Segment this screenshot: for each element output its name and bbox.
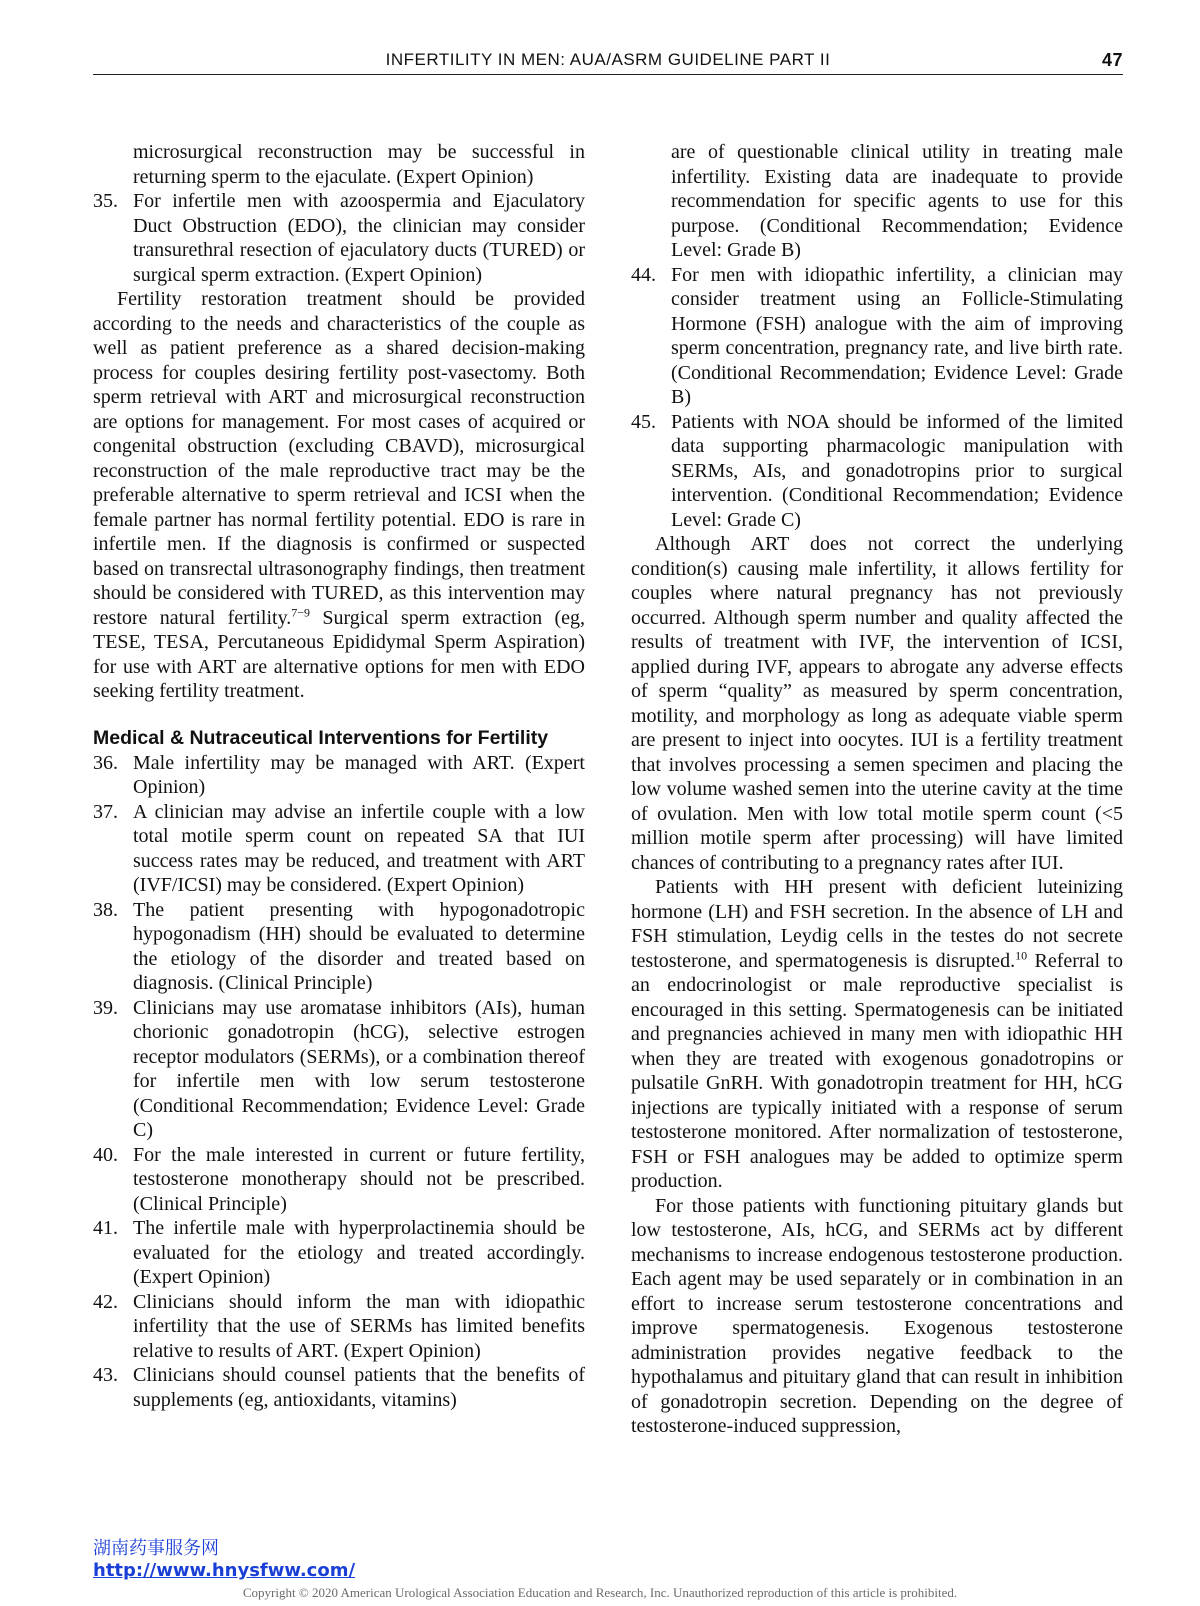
continued-recommendation: microsurgical reconstruction may be successful in returning sperm to the ejaculate. (Expert Opinion) (133, 141, 585, 188)
body-paragraph: For those patients with functioning pituitary glands but low testosterone, AIs, hCG, and SERMs act by different mechanisms to increase endogenous testosterone production. Each agent may be used separately or in combination in an effort to increase serum testosterone concentrations and improve spermatogenesis. Exogenous testosterone administration provides negative feedback to the hypothalamus and pituitary gland that can result in inhibition of gonadotropin secretion. Depending on the degree of testosterone-induced suppression, (631, 1194, 1123, 1437)
body-paragraph (631, 875, 1123, 1194)
rec-text: Clinicians should counsel patients that the benefits of supplements (eg, antioxidants, vitamins) (133, 1364, 585, 1411)
body-paragraph (93, 287, 585, 704)
rec-number: 37. (93, 800, 118, 823)
rec-text: The infertile male with hyperprolactinemia should be evaluated for the etiology and treated accordingly. (Expert Opinion) (133, 1217, 585, 1288)
left-column (93, 140, 585, 1412)
rec-number: 44. (631, 263, 656, 286)
recommendation-45 (631, 410, 1123, 533)
paragraph-text: Referral to an endocrinologist or male reproductive specialist is encouraged in this setting. Spermatogenesis can be initiated and pregnancies achieved in many men with idiopathic HH when they are treated with exogenous gonadotropins or pulsatile GnRH. With gonadotropin treatment for HH, hCG injections are typically initiated with a response of serum testosterone monitored. After normalization of testosterone, FSH or FSH analogues may be added to optimize sperm production. (631, 949, 1123, 1192)
rec-number: 40. (93, 1143, 118, 1166)
body-paragraph: Although ART does not correct the underlying condition(s) causing male infertility, it allows fertility for couples where natural pregnancy has not previously occurred. Although sperm number and quality affected the results of treatment with IVF, the intervention of ICSI, applied during IVF, appears to abrogate any adverse effects of sperm “quality” as measured by sperm concentration, motility, and morphology as long as adequate viable sperm are present to inject into oocytes. IUI is a fertility treatment that involves processing a semen specimen and placing the low volume washed semen into the uterine cavity at the time of ovulation. Men with low total motile sperm count (<5 million motile sperm after processing) will have limited chances of contributing to a pregnancy rates after IUI. (631, 533, 1123, 874)
recommendation-39 (93, 996, 585, 1143)
rec-text: For the male interested in current or future fertility, testosterone monotherapy should not be prescribed. (Clinical Principle) (133, 1143, 585, 1215)
section-heading: Medical & Nutraceutical Interventions for Fertility (93, 726, 549, 749)
rec-text: Male infertility may be managed with ART. (Expert Opinion) (133, 751, 585, 798)
citation: 7−9 (291, 604, 311, 619)
page-number: 47 (1101, 50, 1123, 70)
rec-number: 39. (93, 996, 118, 1019)
rec-text: Patients with NOA should be informed of the limited data supporting pharmacologic manipulation with SERMs, AIs, and gonadotropins prior to surgical intervention. (Conditional Recommendation; Evidence Level: Grade C) (671, 410, 1123, 531)
paragraph-text: Patients with HH present with deficient luteinizing hormone (LH) and FSH secretion. In the absence of LH and FSH stimulation, Leydig cells in the testes do not secrete testosterone, and spermatogenesis is disrupted. (631, 876, 1123, 972)
rec-text: For men with idiopathic infertility, a clinician may consider treatment using an Follicle-Stimulating Hormone (FSH) analogue with the aim of improving sperm concentration, pregnancy rate, and live birth rate. (Conditional Recommendation; Evidence Level: Grade B) (671, 263, 1123, 408)
rec-number: 38. (93, 898, 118, 921)
recommendation-41 (93, 1216, 585, 1290)
recommendation-42 (93, 1290, 585, 1364)
rec-text: A clinician may advise an infertile couple with a low total motile sperm count on repeated SA that IUI success rates may be reduced, and treatment with ART (IVF/ICSI) may be considered. (Expert Opinion) (133, 800, 585, 896)
rec-text: For infertile men with azoospermia and Ejaculatory Duct Obstruction (EDO), the clinician may consider transurethral resection of ejaculatory ducts (TURED) or surgical sperm extraction. (Expert Opinion) (133, 190, 585, 286)
watermark-chinese-text: 湖南药事服务网 (93, 1538, 219, 1559)
rec-text: Clinicians may use aromatase inhibitors (AIs), human chorionic gonadotropin (hCG), selective estrogen receptor modulators (SERMs), or a combination thereof for infertile men with low serum testosterone (Conditional Recommendation; Evidence Level: Grade C) (133, 996, 585, 1141)
rec-number: 43. (93, 1364, 118, 1386)
recommendation-35 (93, 189, 585, 287)
recommendation-43 (93, 1363, 585, 1412)
recommendation-36 (93, 751, 585, 800)
rec-text: The patient presenting with hypogonadotropic hypogonadism (HH) should be evaluated to determine the etiology of the disorder and treated based on diagnosis. (Clinical Principle) (133, 898, 585, 994)
recommendation-44 (631, 263, 1123, 410)
copyright-notice: Copyright © 2020 American Urological Association Education and Research, Inc. Unauthorized reproduction of this article is prohibited. (242, 1585, 958, 1600)
rec-number: 45. (631, 410, 656, 433)
recommendation-40 (93, 1143, 585, 1217)
paragraph-text: Surgical sperm extraction (eg, TESE, TESA, Percutaneous Epididymal Sperm Aspiration) for use with ART are alternative options for men with EDO seeking fertility treatment. (93, 606, 585, 702)
rec-number: 41. (93, 1217, 118, 1239)
watermark-url-link[interactable]: http://www.hnysfww.com/ (93, 1560, 356, 1581)
running-title: INFERTILITY IN MEN: AUA/ASRM GUIDELINE PART II (385, 50, 831, 69)
rec-number: 42. (93, 1290, 118, 1313)
rec-number: 35. (93, 190, 118, 212)
header-rule (93, 74, 1123, 75)
watermark (93, 1538, 355, 1582)
citation: 10 (1015, 947, 1028, 962)
rec-text: Clinicians should inform the man with idiopathic infertility that the use of SERMs has limited benefits relative to results of ART. (Expert Opinion) (133, 1290, 585, 1362)
right-column (631, 140, 1123, 1439)
recommendation-38 (93, 898, 585, 996)
rec-number: 36. (93, 751, 118, 774)
recommendation-37 (93, 800, 585, 898)
paragraph-text: Fertility restoration treatment should be provided according to the needs and characteristics of the couple as well as patient preference as a shared decision-making process for couples desiring fertility post-vasectomy. Both sperm retrieval with ART and microsurgical reconstruction are options for management. For most cases of acquired or congenital obstruction (excluding CBAVD), microsurgical reconstruction of the male reproductive tract may be the preferable alternative to sperm retrieval and ICSI when the female partner has normal fertility potential. EDO is rare in infertile men. If the diagnosis is confirmed or suspected based on transrectal ultrasonography findings, then treatment should be considered with TURED, as this intervention may restore natural fertility. (93, 288, 585, 629)
continued-recommendation: are of questionable clinical utility in treating male infertility. Existing data are inadequate to provide recommendation for specific agents to use for this purpose. (Conditional Recommendation; Evidence Level: Grade B) (671, 141, 1123, 261)
